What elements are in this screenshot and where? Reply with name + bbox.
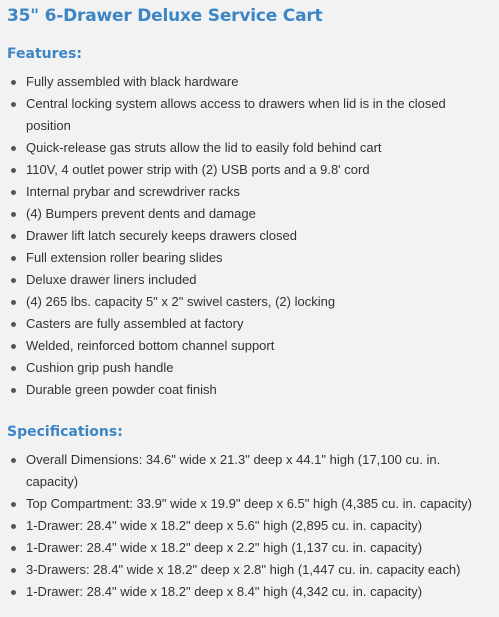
feature-item: Welded, reinforced bottom channel support [7, 335, 492, 357]
specification-item: 1-Drawer: 28.4" wide x 18.2" deep x 8.4" high (4,342 cu. in. capacity) [7, 581, 492, 603]
features-list [7, 71, 492, 401]
feature-item: Central locking system allows access to drawers when lid is in the closed position [7, 93, 492, 137]
feature-item: Fully assembled with black hardware [7, 71, 492, 93]
features-heading: Features: [7, 46, 82, 62]
feature-item: Durable green powder coat finish [7, 379, 492, 401]
specification-item: Overall Dimensions: 34.6" wide x 21.3" deep x 44.1" high (17,100 cu. in. capacity) [7, 449, 492, 493]
feature-item: Full extension roller bearing slides [7, 247, 492, 269]
feature-item: Drawer lift latch securely keeps drawers closed [7, 225, 492, 247]
product-title: 35" 6-Drawer Deluxe Service Cart [7, 6, 323, 26]
specification-item: 1-Drawer: 28.4" wide x 18.2" deep x 5.6" high (2,895 cu. in. capacity) [7, 515, 492, 537]
feature-item: Casters are fully assembled at factory [7, 313, 492, 335]
feature-item: Internal prybar and screwdriver racks [7, 181, 492, 203]
specification-item: 1-Drawer: 28.4" wide x 18.2" deep x 2.2" high (1,137 cu. in. capacity) [7, 537, 492, 559]
feature-item: Quick-release gas struts allow the lid to easily fold behind cart [7, 137, 492, 159]
specification-item: Top Compartment: 33.9" wide x 19.9" deep x 6.5" high (4,385 cu. in. capacity) [7, 493, 492, 515]
specification-item: 3-Drawers: 28.4" wide x 18.2" deep x 2.8" high (1,447 cu. in. capacity each) [7, 559, 492, 581]
feature-item: Deluxe drawer liners included [7, 269, 492, 291]
specifications-heading: Specifications: [7, 424, 123, 440]
feature-item: Cushion grip push handle [7, 357, 492, 379]
feature-item: (4) Bumpers prevent dents and damage [7, 203, 492, 225]
feature-item: 110V, 4 outlet power strip with (2) USB ports and a 9.8' cord [7, 159, 492, 181]
specifications-list [7, 449, 492, 603]
feature-item: (4) 265 lbs. capacity 5" x 2" swivel casters, (2) locking [7, 291, 492, 313]
